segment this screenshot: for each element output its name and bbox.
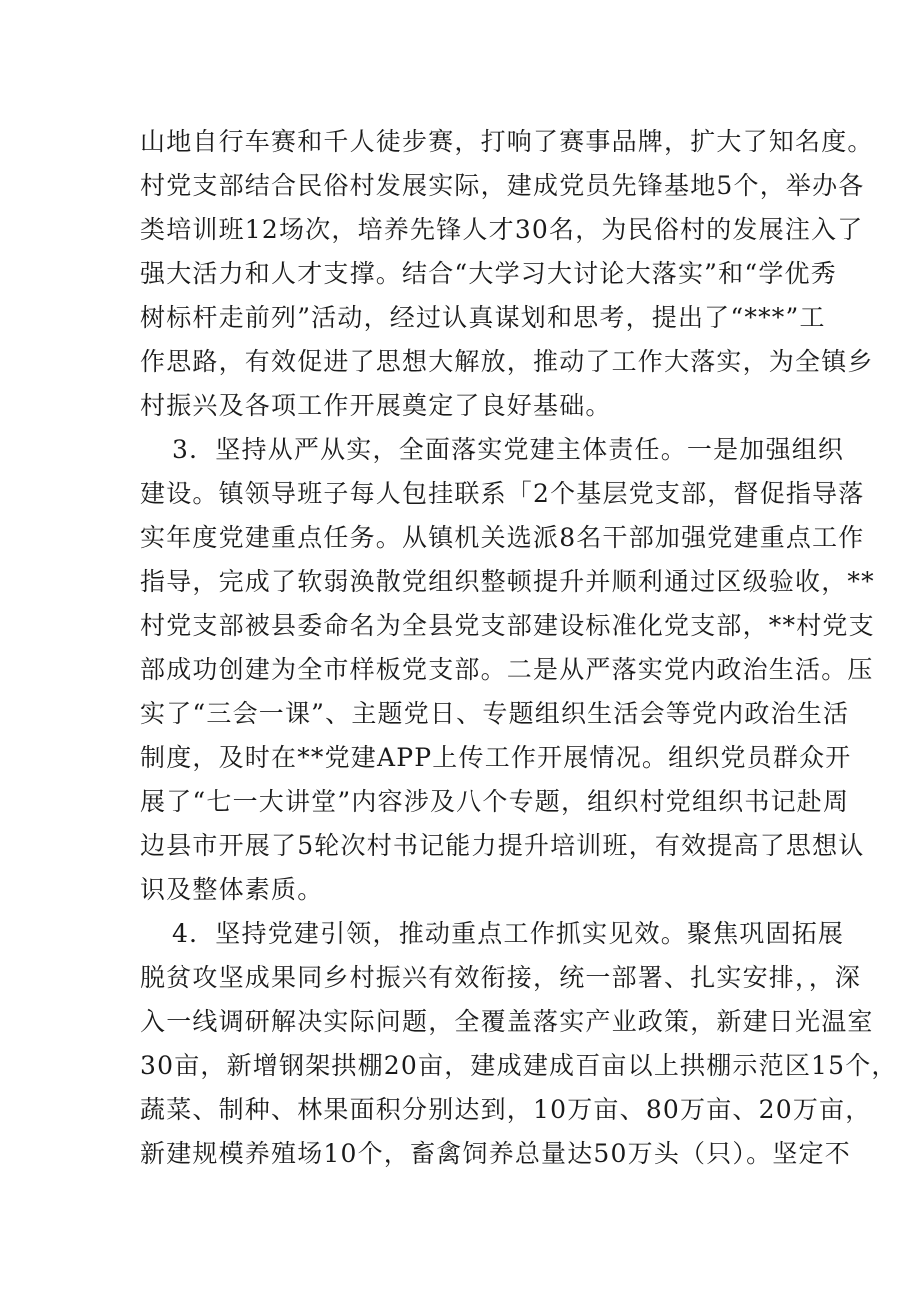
- text-line: 建设。镇领导班子每人包挂联系「2个基层党支部，督促指导落: [140, 479, 865, 508]
- text-line: 作思路，有效促进了思想大解放，推动了工作大落实，为全镇乡: [140, 347, 874, 376]
- text-line: 实了“三会一课”、主题党日、专题组织生活会等党内政治生活: [140, 699, 850, 728]
- paragraph-4-first-line: 4．坚持党建引领，推动重点工作抓实见效。聚焦巩固拓展: [172, 919, 845, 948]
- text-line: 树标杆走前列”活动，经过认真谋划和思考，提出了“***”工: [140, 303, 826, 332]
- text-line: 蔬菜、制种、林果面积分别达到，10万亩、80万亩、20万亩，: [140, 1095, 872, 1124]
- text-line: 村党支部结合民俗村发展实际，建成党员先锋基地5个，举办各: [140, 171, 865, 200]
- text-line: 30亩，新增钢架拱棚20亩，建成建成百亩以上拱棚示范区15个，: [140, 1051, 898, 1080]
- text-line: 强大活力和人才支撑。结合“大学习大讨论大落实”和“学优秀: [140, 259, 837, 288]
- paragraph-3-first-line: 3．坚持从严从实，全面落实党建主体责任。一是加强组织: [172, 435, 845, 464]
- text-line: 边县市开展了5轮次村书记能力提升培训班，有效提高了思想认: [140, 831, 865, 860]
- text-line: 村振兴及各项工作开展奠定了良好基础。: [140, 391, 612, 420]
- text-line: 识及整体素质。: [140, 875, 324, 904]
- text-line: 展了“七一大讲堂”内容涉及八个专题，组织村党组织书记赴周: [140, 787, 850, 816]
- text-line: 指导，完成了软弱涣散党组织整顿提升并顺利通过区级验收，**: [140, 567, 875, 596]
- text-line: 山地自行车赛和千人徒步赛，打响了赛事品牌，扩大了知名度。: [140, 127, 874, 156]
- text-line: 实年度党建重点任务。从镇机关选派8名干部加强党建重点工作: [140, 523, 865, 552]
- text-line: 类培训班12场次，培养先锋人才30名，为民俗村的发展注入了: [140, 215, 864, 244]
- text-line: 新建规模养殖场10个，畜禽饲养总量达50万头（只）。坚定不: [140, 1139, 851, 1168]
- text-line: 制度，及时在**党建APP上传工作开展情况。组织党员群众开: [140, 743, 852, 772]
- text-line: 部成功创建为全市样板党支部。二是从严落实党内政治生活。压: [140, 655, 874, 684]
- text-line: 脱贫攻坚成果同乡村振兴有效衔接，统一部署、扎实安排，，深: [140, 963, 862, 992]
- text-line: 入一线调研解决实际问题，全覆盖落实产业政策，新建日光温室: [140, 1007, 874, 1036]
- text-line: 村党支部被县委命名为全县党支部建设标准化党支部，**村党支: [140, 611, 875, 640]
